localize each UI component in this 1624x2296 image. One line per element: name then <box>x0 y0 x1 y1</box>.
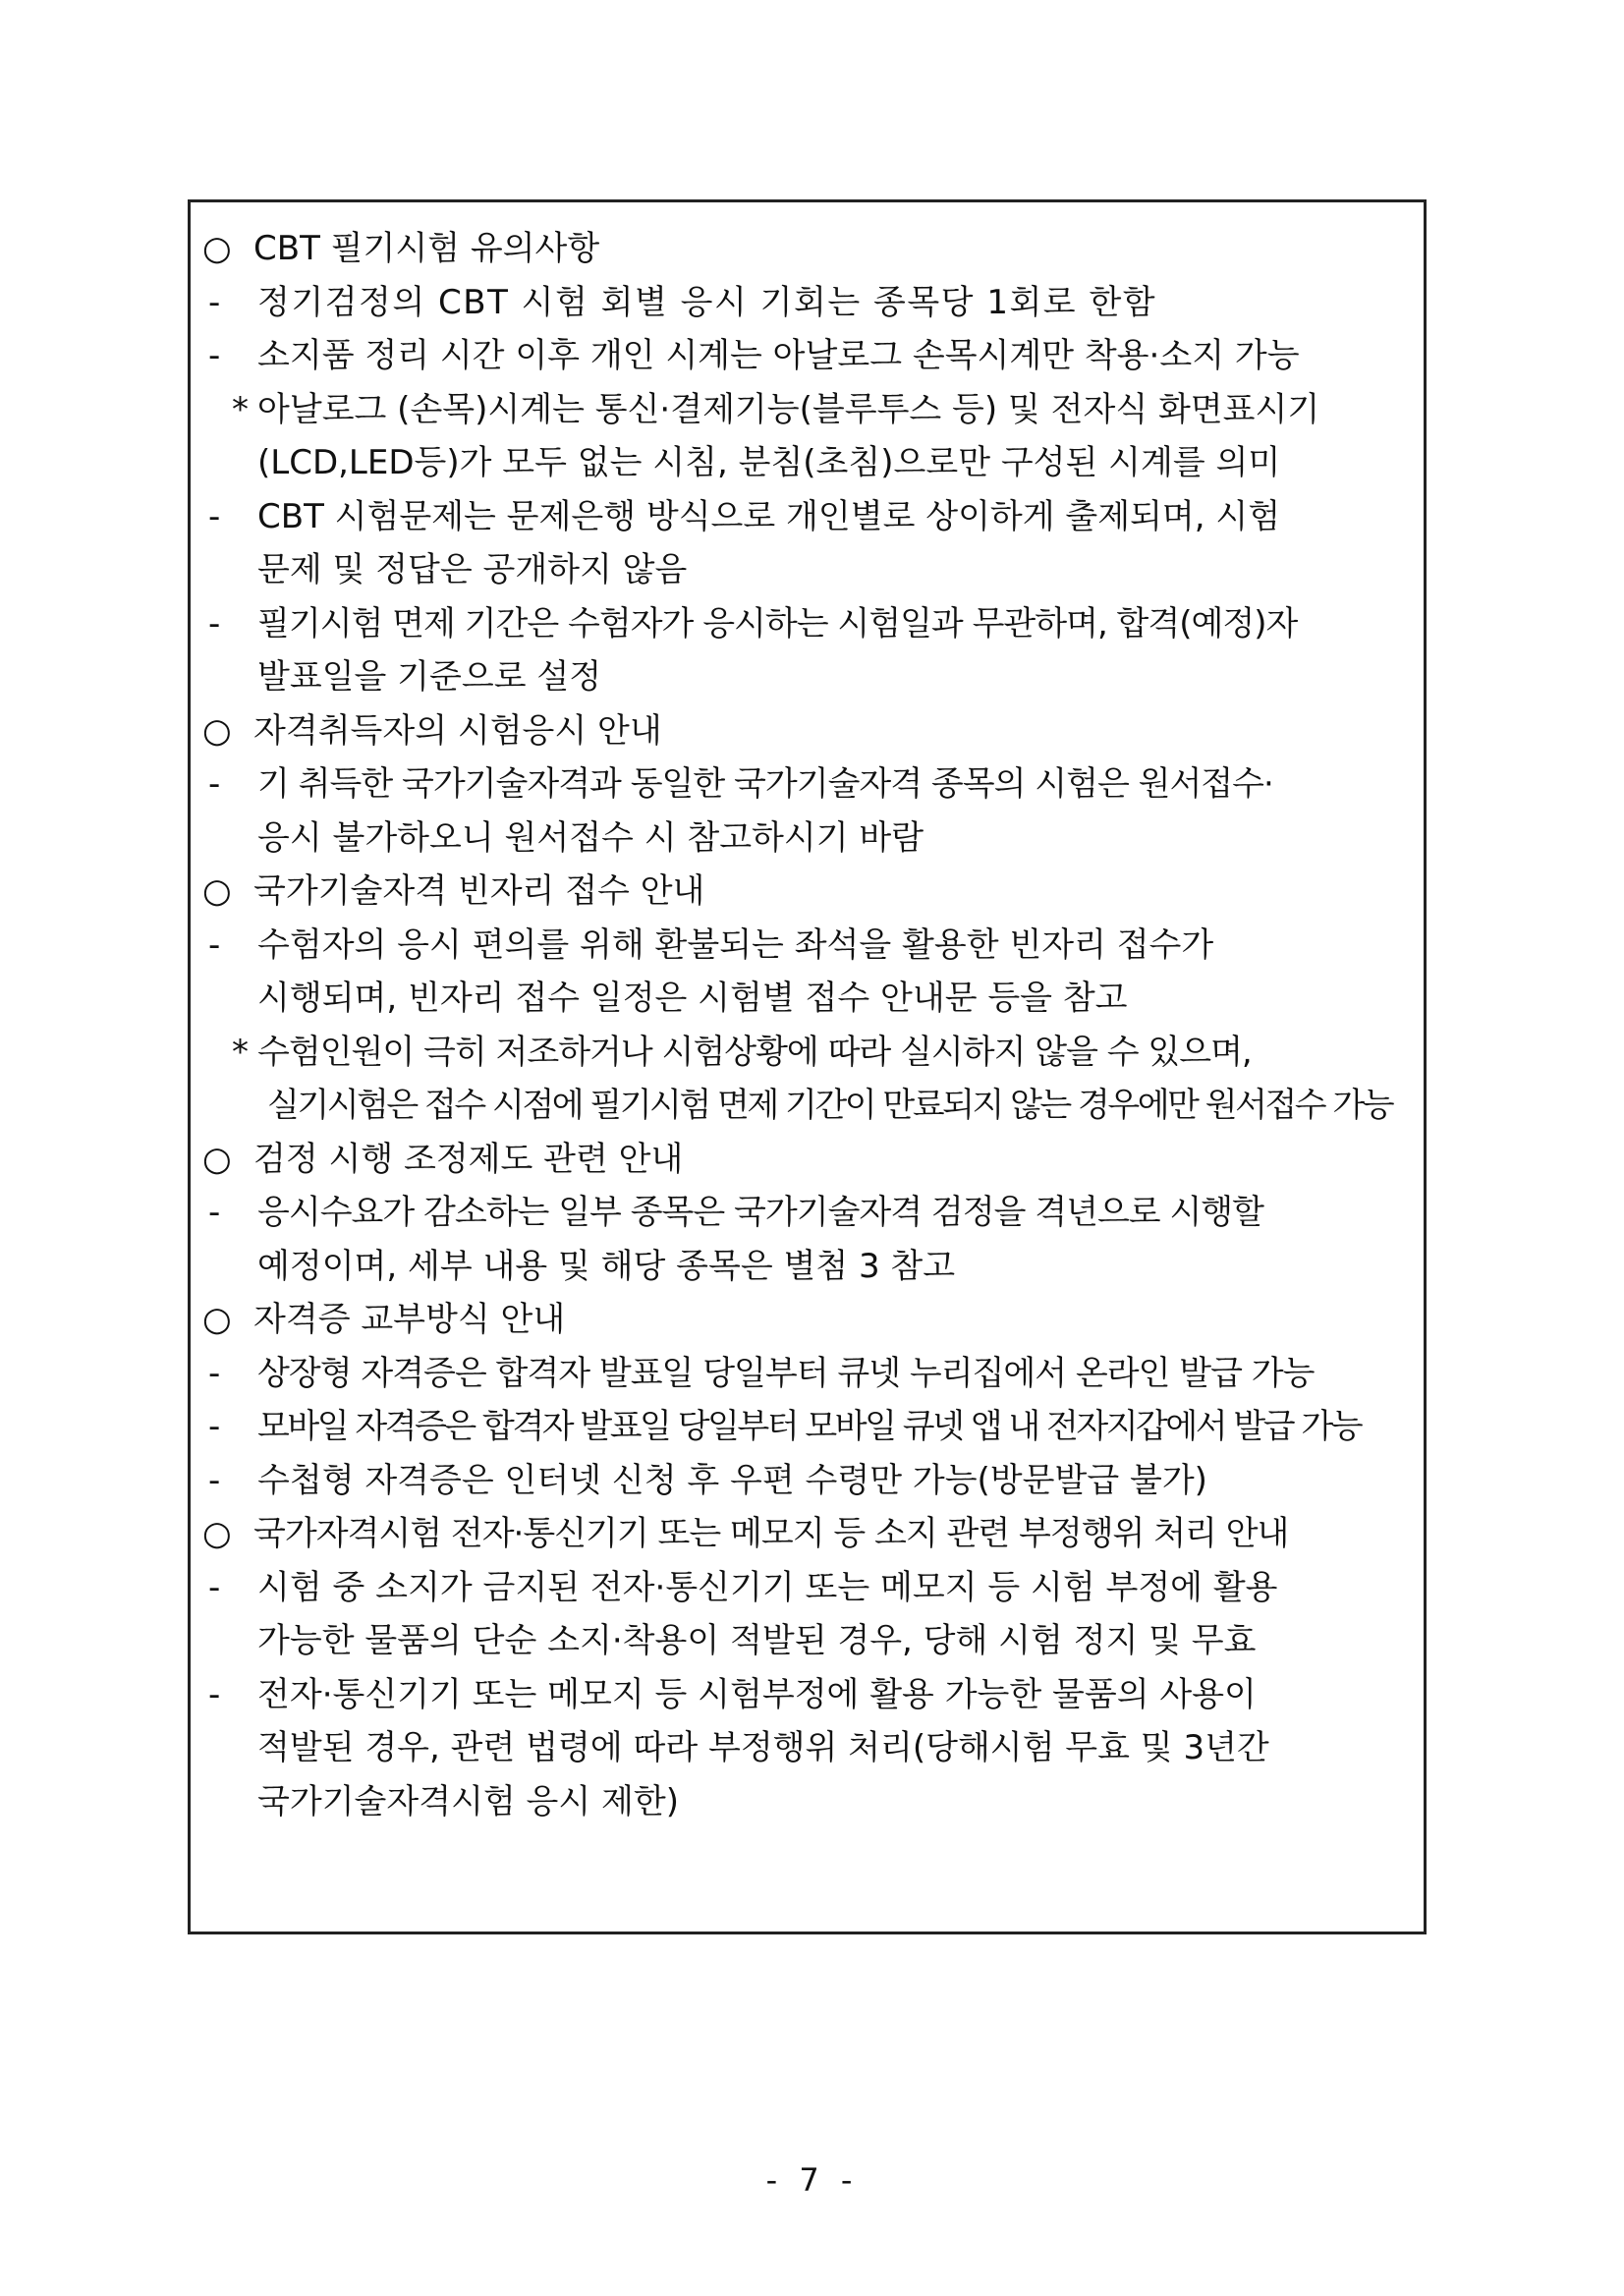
section-title: 국가자격시험 전자·통신기기 또는 메모지 등 소지 관련 부정행위 처리 안내 <box>253 1514 1289 1553</box>
bullet-item: - 수험자의 응시 편의를 위해 환불되는 좌석을 활용한 빈자리 접수가 <box>208 924 1214 965</box>
bullet-text: 정기검정의 CBT 시험 회별 응시 기회는 종목당 1회로 한함 <box>257 282 1157 322</box>
bullet-item: - 응시수요가 감소하는 일부 종목은 국가기술자격 검정을 격년으로 시행할 <box>208 1193 1263 1232</box>
bullet-text: 응시 불가하오니 원서접수 시 참고하시기 바람 <box>257 817 924 858</box>
section-heading: ○ 자격증 교부방식 안내 <box>202 1300 566 1339</box>
section-heading: ○ 국가기술자격 빈자리 접수 안내 <box>202 871 705 911</box>
bullet-item: - 수첩형 자격증은 인터넷 신청 후 우편 수령만 가능(방문발급 불가) <box>208 1460 1207 1500</box>
note-text: 아날로그 (손목)시계는 통신·결제기능(블루투스 등) 및 전자식 화면표시기 <box>257 389 1320 429</box>
bullet-continuation <box>202 1614 1410 1668</box>
bullet-text: 수첩형 자격증은 인터넷 신청 후 우편 수령만 가능(방문발급 불가) <box>257 1460 1207 1500</box>
bullet-item: - 정기검정의 CBT 시험 회별 응시 기회는 종목당 1회로 한함 <box>208 282 1157 322</box>
bullet-item: - 기 취득한 국가기술자격과 동일한 국가기술자격 종목의 시험은 원서접수· <box>208 764 1273 804</box>
section-heading: ○ CBT 필기시험 유의사항 <box>202 229 600 268</box>
section-title: 검정 시행 조정제도 관련 안내 <box>253 1139 684 1179</box>
note-continuation <box>202 436 1410 490</box>
bullet-text: 발표일을 기준으로 설정 <box>257 657 602 697</box>
bullet-text: 필기시험 면제 기간은 수험자가 응시하는 시험일과 무관하며, 합격(예정)자 <box>257 603 1298 644</box>
section-heading: ○ 자격취득자의 시험응시 안내 <box>202 710 662 751</box>
notice-box <box>188 199 1427 1934</box>
note-item: * 아날로그 (손목)시계는 통신·결제기능(블루투스 등) 및 전자식 화면표시기 <box>232 389 1320 429</box>
bullet-continuation <box>202 972 1410 1026</box>
section-title: 국가기술자격 빈자리 접수 안내 <box>253 871 705 911</box>
bullet-text: 시험 중 소지가 금지된 전자·통신기기 또는 메모지 등 시험 부정에 활용 <box>257 1567 1278 1607</box>
section-title: 자격증 교부방식 안내 <box>253 1300 566 1339</box>
note-continuation <box>202 1079 1410 1133</box>
bullet-item: - 상장형 자격증은 합격자 발표일 당일부터 큐넷 누리집에서 온라인 발급 가능 <box>208 1353 1315 1393</box>
bullet-continuation <box>202 1775 1410 1829</box>
section-title: 자격취득자의 시험응시 안내 <box>253 710 662 751</box>
bullet-item: - CBT 시험문제는 문제은행 방식으로 개인별로 상이하게 출제되며, 시험 <box>208 496 1281 536</box>
note-item: * 수험인원이 극히 저조하거나 시험상황에 따라 실시하지 않을 수 있으며, <box>232 1032 1252 1072</box>
bullet-continuation <box>202 1240 1410 1294</box>
bullet-continuation <box>202 650 1410 704</box>
bullet-text: 예정이며, 세부 내용 및 해당 종목은 별첨 3 참고 <box>257 1246 956 1286</box>
bullet-item: - 전자·통신기기 또는 메모지 등 시험부정에 활용 가능한 물품의 사용이 <box>208 1674 1257 1714</box>
section-heading: ○ 국가자격시험 전자·통신기기 또는 메모지 등 소지 관련 부정행위 처리 안내 <box>202 1514 1289 1553</box>
bullet-item: - 필기시험 면제 기간은 수험자가 응시하는 시험일과 무관하며, 합격(예정)자 <box>208 603 1298 644</box>
bullet-text: 소지품 정리 시간 이후 개인 시계는 아날로그 손목시계만 착용·소지 가능 <box>257 336 1300 375</box>
page-number: - 7 - <box>765 2161 859 2199</box>
bullet-text: 기 취득한 국가기술자격과 동일한 국가기술자격 종목의 시험은 원서접수· <box>257 764 1273 804</box>
bullet-text: 상장형 자격증은 합격자 발표일 당일부터 큐넷 누리집에서 온라인 발급 가능 <box>257 1353 1315 1393</box>
bullet-text: 가능한 물품의 단순 소지·착용이 적발된 경우, 당해 시험 정지 및 무효 <box>257 1621 1257 1660</box>
bullet-text: 모바일 자격증은 합격자 발표일 당일부터 모바일 큐넷 앱 내 전자지갑에서 발급 가능 <box>257 1407 1362 1446</box>
bullet-text: 적발된 경우, 관련 법령에 따라 부정행위 처리(당해시험 무효 및 3년간 <box>257 1728 1269 1767</box>
section-heading: ○ 검정 시행 조정제도 관련 안내 <box>202 1139 684 1179</box>
bullet-item: - 소지품 정리 시간 이후 개인 시계는 아날로그 손목시계만 착용·소지 가능 <box>208 336 1300 375</box>
bullet-item: - 모바일 자격증은 합격자 발표일 당일부터 모바일 큐넷 앱 내 전자지갑에서 발급 가능 <box>208 1407 1362 1446</box>
note-text: 수험인원이 극히 저조하거나 시험상황에 따라 실시하지 않을 수 있으며, <box>257 1032 1252 1072</box>
bullet-continuation <box>202 543 1410 597</box>
bullet-text: 수험자의 응시 편의를 위해 환불되는 좌석을 활용한 빈자리 접수가 <box>257 924 1214 965</box>
bullet-text: 국가기술자격시험 응시 제한) <box>257 1781 680 1821</box>
note-text: 실기시험은 접수 시점에 필기시험 면제 기간이 만료되지 않는 경우에만 원서접수 가능 <box>267 1086 1393 1125</box>
section-title: CBT 필기시험 유의사항 <box>253 229 600 268</box>
bullet-text: 전자·통신기기 또는 메모지 등 시험부정에 활용 가능한 물품의 사용이 <box>257 1674 1257 1714</box>
bullet-text: 시행되며, 빈자리 접수 일정은 시험별 접수 안내문 등을 참고 <box>257 979 1128 1018</box>
bullet-text: 문제 및 정답은 공개하지 않음 <box>257 550 688 589</box>
bullet-continuation <box>202 1721 1410 1775</box>
bullet-continuation <box>202 812 1410 866</box>
note-text: (LCD,LED등)가 모두 없는 시침, 분침(초침)으로만 구성된 시계를 의미 <box>257 443 1281 482</box>
bullet-text: 응시수요가 감소하는 일부 종목은 국가기술자격 검정을 격년으로 시행할 <box>257 1193 1263 1232</box>
bullet-text: CBT 시험문제는 문제은행 방식으로 개인별로 상이하게 출제되며, 시험 <box>257 496 1281 536</box>
bullet-item: - 시험 중 소지가 금지된 전자·통신기기 또는 메모지 등 시험 부정에 활용 <box>208 1567 1278 1607</box>
